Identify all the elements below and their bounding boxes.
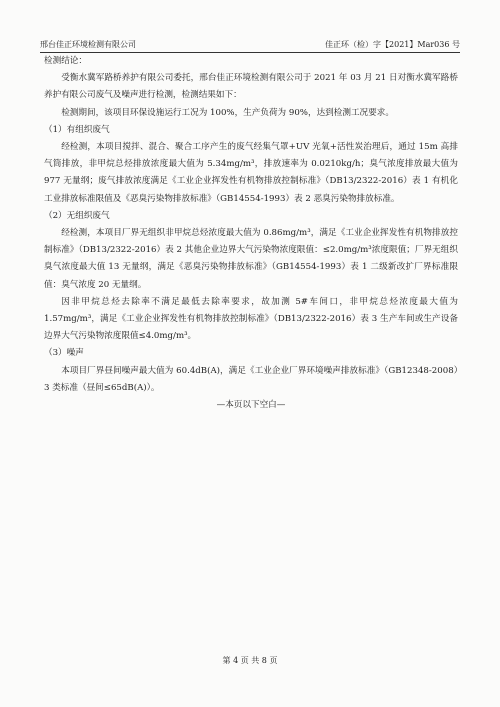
section-noise-title: （3）噪声 [44, 348, 84, 359]
header-doc-number: 佳正环（检）字【2021】Mar036 号 [325, 40, 460, 49]
page-header [40, 38, 460, 53]
header-company: 邢台佳正环境检测有限公司 [40, 40, 136, 49]
intro-paragraph: 受衡水冀军路桥养护有限公司委托，邢台佳正环境检测有限公司于 2021 年 03 月 21 日对衡水冀军路桥养护有限公司废气及噪声进行检测，检测结果如下： [44, 73, 458, 101]
page-footer: 第 4 页 共 8 页 [222, 656, 278, 665]
section-unorganized-text: 经检测，本项目厂界无组织非甲烷总烃浓度最大值为 0.86mg/m³，满足《工业企业挥发性有机物排放控制标准》（DB13/2322-2016）表 2 其他企业边界大气污染物浓度限值：≤2.0mg/m³浓度限值；厂界无组织臭气浓度最大值 13 无量纲，满足《恶臭污染物排放标准》（GB14554-1993）表 1 二级新改扩厂界标准限值：臭气浓度 20 无量纲。 [44, 228, 458, 290]
end-of-page-mark: —本页以下空白— [216, 400, 286, 411]
section-unorganized-title: （2）无组织废气 [44, 210, 110, 221]
document-body [44, 53, 458, 414]
conclusion-heading: 检测结论： [44, 56, 87, 66]
section-organized-text: 经检测，本项目搅拌、混合、聚合工序产生的废气经集气罩+UV 光氧+活性炭治理后，通过 15m 高排气筒排放，非甲烷总烃排放浓度最大值为 5.34mg/m³，排放速率为 0.0210kg/h；臭气浓度排放最大值为 977 无量纲；废气排放浓度满足《工业企业挥发性有机物排放控制标准》（DB13/2322-2016）表 1 有机化工业排放标准限值及《恶臭污染物排放标准》（GB14554-1993）表 2 恶臭污染物排放标准。 [44, 142, 458, 204]
section-organized-title: （1）有组织废气 [44, 124, 110, 135]
section-noise-text: 本项目厂界昼间噪声最大值为 60.4dB(A)，满足《工业企业厂界环境噪声排放标准》（GB12348-2008）3 类标准（昼间≤65dB(A)）。 [44, 365, 458, 393]
section-unorganized-text-2: 因非甲烷总烃去除率不满足最低去除率要求，故加测 5#车间口，非甲烷总烃浓度最大值为 1.57mg/m³，满足《工业企业挥发性有机物排放控制标准》（DB13/2322-2016）表 3 生产车间或生产设备边界大气污染物浓度限值≤4.0mg/m³。 [44, 296, 458, 342]
period-paragraph: 检测期间，该项目环保设施运行工况为 100%，生产负荷为 90%，达到检测工况要求。 [61, 107, 394, 118]
